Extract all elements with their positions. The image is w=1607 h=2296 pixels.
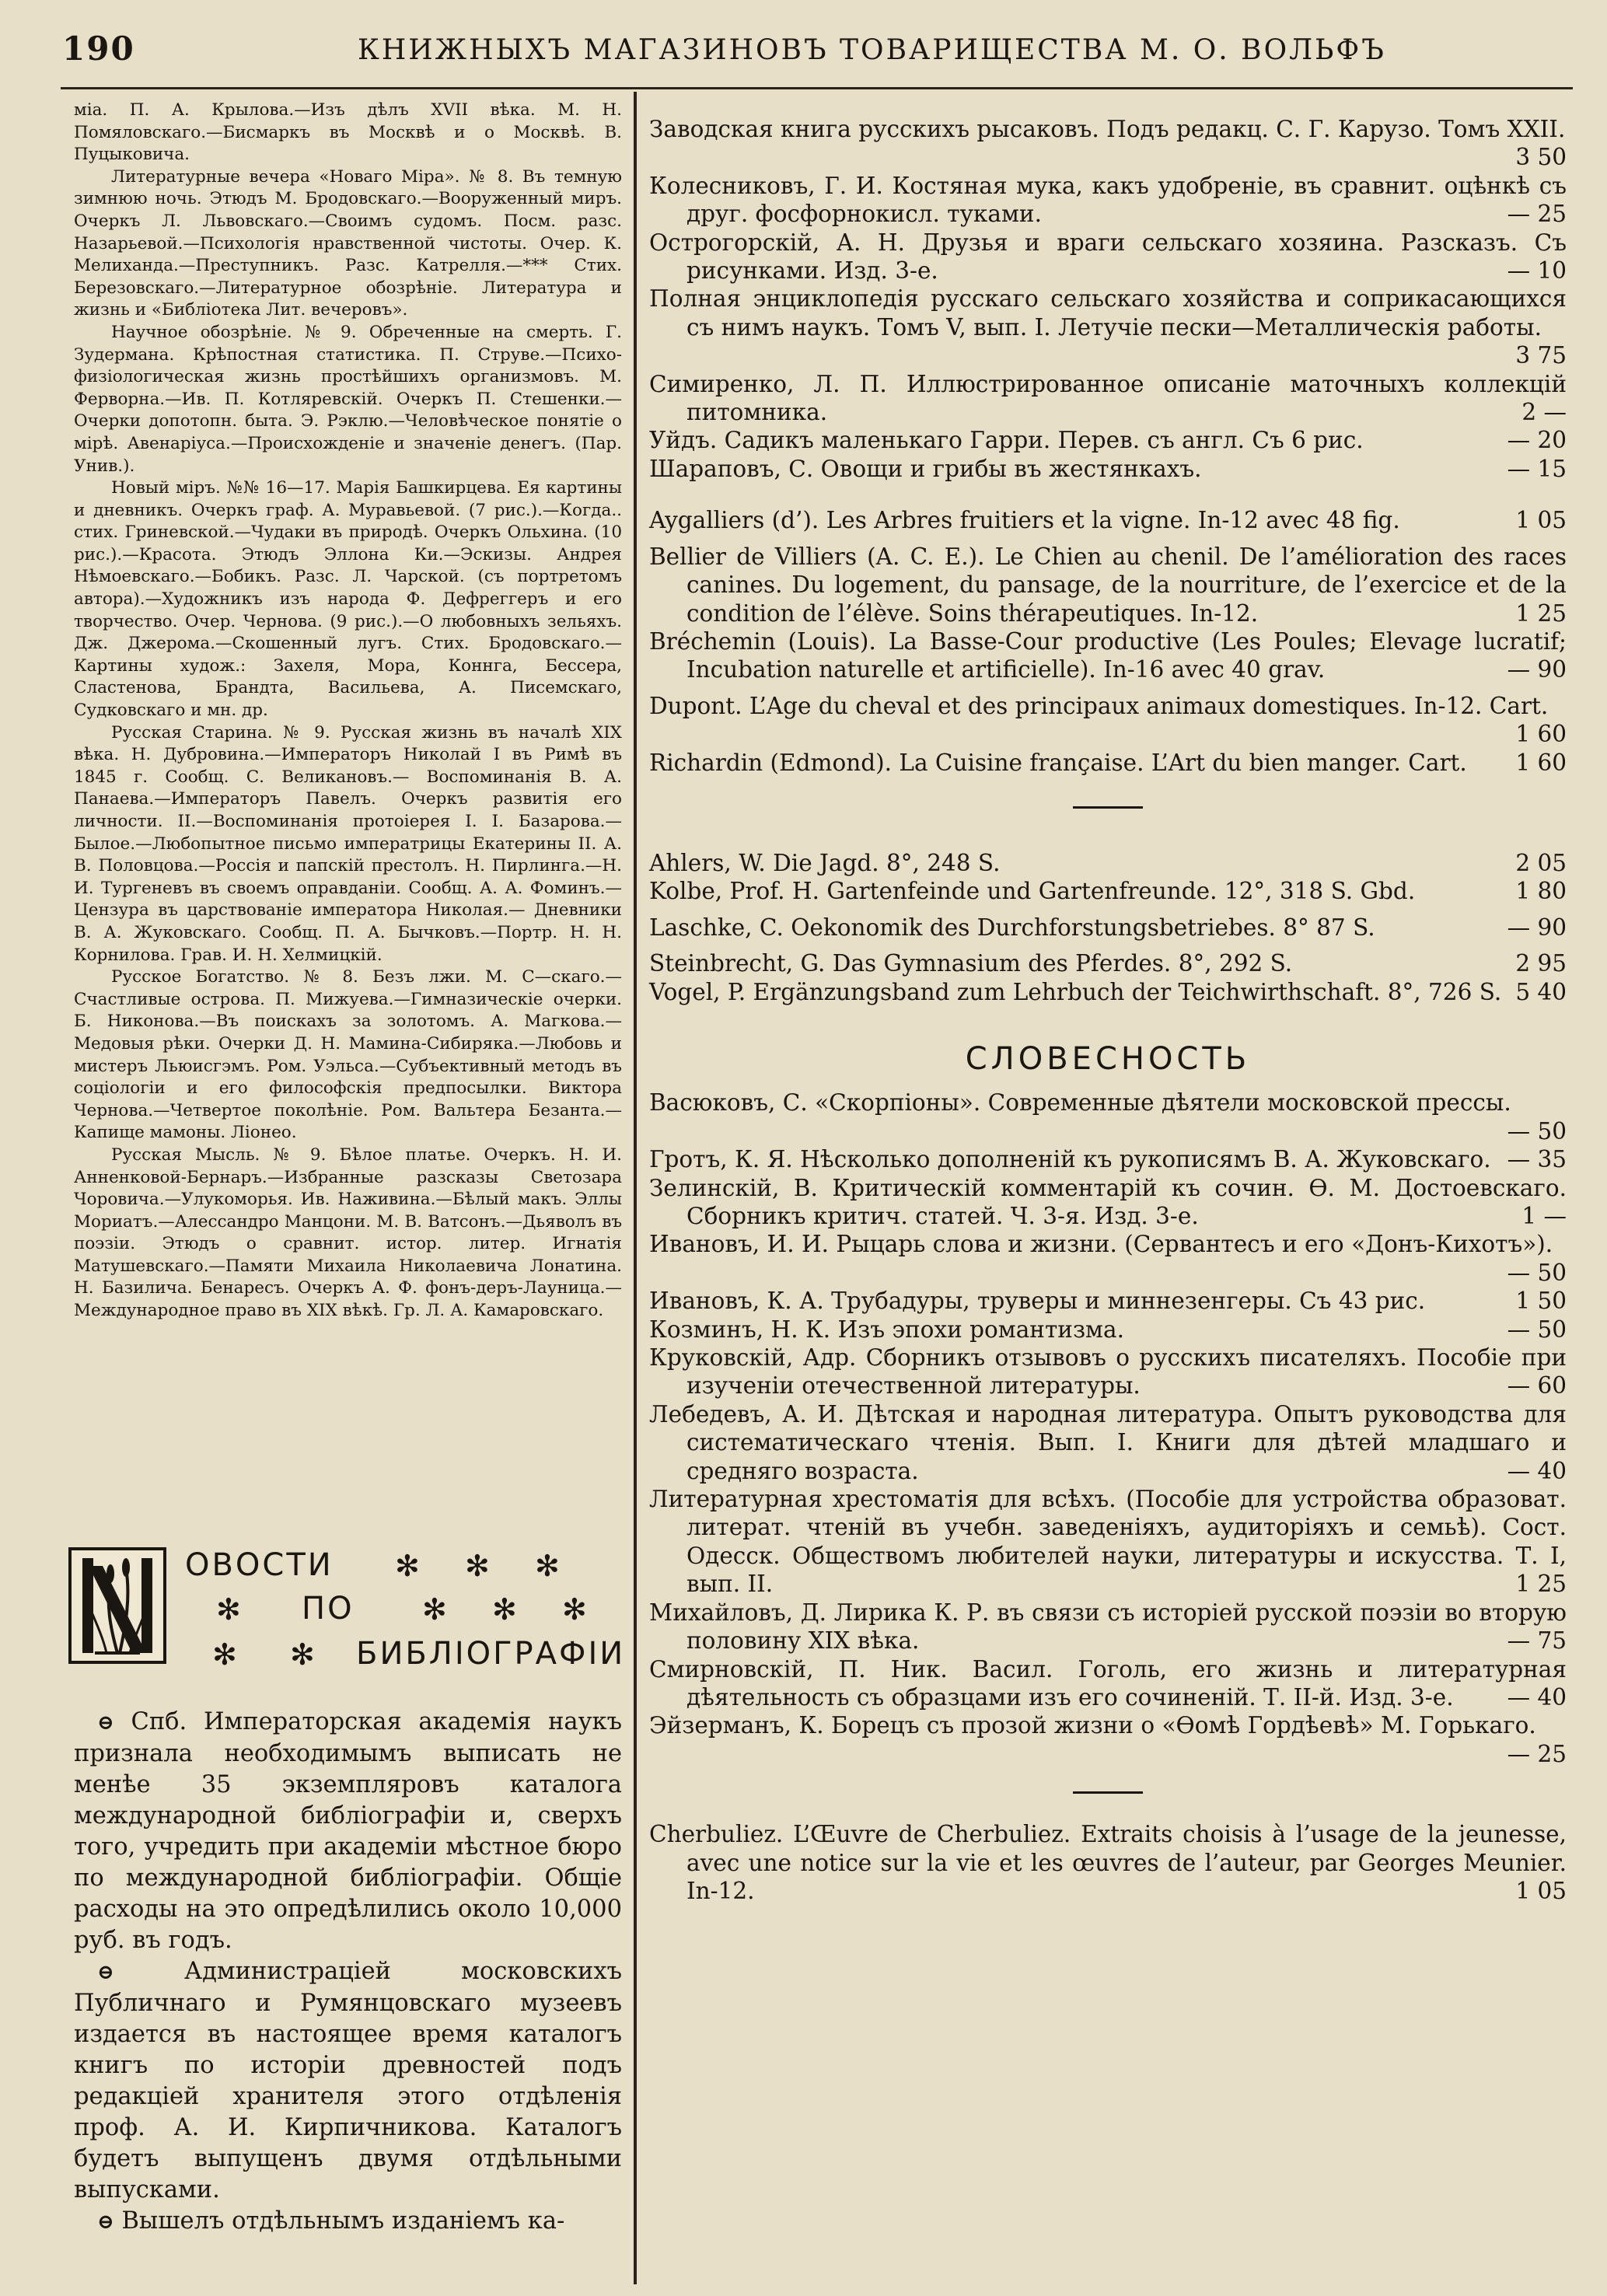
journal-paragraph: Научное обозрѣніе. № 9. Обреченные на смерть. Г. Зудермана. Крѣпостная статистика. П. Струве.—Психо-физіологическая жизнь простѣйшихъ организмовъ. М. Ферворна.—Ив. П. Котляревскій. Очеркъ П. Стешенки.—Очерки допотопн. быта. Э. Рэклю.—Человѣческое понятіе о мірѣ. Авенаріуса.—Происхожденіе и значеніе денегъ. (Пар. Унив.). — [74, 322, 622, 476]
section-divider — [1073, 806, 1143, 809]
journal-paragraph: Русская Старина. № 9. Русская жизнь въ началѣ XIX вѣка. Н. Дубровина.—Императоръ Николай I въ Римѣ въ 1845 г. Сообщ. С. Великановъ.— Воспоминанія В. А. Панаева.—Императоръ Павелъ. Очеркъ развитія его личности. II.—Воспоминанія протоіерея I. I. Базарова.—Былое.—Любопытное письмо императрицы Екатерины II. А. В. Половцова.—Россія и папскій престолъ. Н. Пирлинга.—Н. И. Тургеневъ въ своемъ оправданіи. Сообщ. А. А. Фоминъ.—Цензура въ царствованіе императора Николая.— Дневники В. А. Жуковскаго. Сообщ. П. А. Бычковъ.—Портр. Н. Н. Корнилова. Грав. И. Н. Хелмицкій. — [74, 722, 622, 965]
page-header — [62, 30, 1570, 78]
news-items — [74, 1707, 622, 2238]
price: 1 60 — [1515, 749, 1567, 776]
spacer — [649, 483, 1567, 506]
price: — 50 — [1507, 1316, 1567, 1343]
french-agri-list — [649, 506, 1567, 777]
journal-contents — [74, 100, 622, 1323]
star-ornament-icon: ✻ — [212, 1637, 237, 1672]
catalog-entry: Острогорскій, А. Н. Друзья и враги сельскаго хозяина. Разсказъ. Съ рисунками. Изд. 3-е. — 10 — [649, 229, 1567, 285]
catalog-entry: Vogel, P. Ergänzungsband zum Lehrbuch der Teichwirthschaft. 8°, 726 S. 5 40 — [649, 978, 1567, 1005]
price: — 40 — [1507, 1457, 1567, 1484]
catalog-entry: Полная энциклопедія русскаго сельскаго хозяйства и соприкасающихся съ нимъ наукъ. Томъ V, вып. I. Летучіе пески—Металлическія работы. 3 75 — [649, 285, 1567, 369]
catalog-entry: Laschke, C. Oekonomik des Durchforstungsbetriebes. 8° 87 S. — 90 — [649, 914, 1567, 941]
price: 1 05 — [1515, 507, 1567, 534]
price: 2 05 — [1515, 849, 1567, 876]
french-lit-list — [649, 1820, 1567, 1905]
catalog-entry: Литературная хрестоматія для всѣхъ. (Пособіе для устройства образоват. литерат. чтеній въ учебн. заведеніяхъ, аудиторіяхъ и семьѣ). Сост. Одесск. Обществомъ любителей науки, литературы и искусства. Т. I, вып. II. 1 25 — [649, 1486, 1567, 1598]
catalog-column — [649, 115, 1567, 1905]
catalog-entry: Aygalliers (d’). Les Arbres fruitiers et la vigne. In-12 avec 48 fig. 1 05 — [649, 507, 1567, 534]
price: — 50 — [1507, 1117, 1567, 1145]
news-item: ⊖ Администраціей московскихъ Публичнаго и Румянцовскаго музеевъ издается въ настоящее время каталогъ книгъ по исторіи древностей подъ редакціей хранителя этого отдѣленія проф. А. И. Кирпичникова. Каталогъ будетъ выпущенъ двумя отдѣльными выпусками. — [74, 1958, 622, 2203]
catalog-entry: Richardin (Edmond). La Cuisine française. L’Art du bien manger. Cart. 1 60 — [649, 749, 1567, 776]
price: — 50 — [1507, 1259, 1567, 1286]
spacer — [649, 535, 1567, 543]
section-title: СЛОВЕСНОСТЬ — [965, 1040, 1251, 1077]
header-rule — [61, 87, 1573, 89]
news-heading-line-2: ПО — [302, 1591, 355, 1627]
price: 3 75 — [1515, 342, 1567, 369]
price: — 90 — [1507, 656, 1567, 683]
catalog-entry: Эйзерманъ, К. Борецъ съ прозой жизни о «Ѳомѣ Гордѣевѣ» М. Горькаго. — 25 — [649, 1712, 1567, 1767]
star-ornament-icon: ✻ — [465, 1549, 490, 1583]
catalog-entry: Круковскій, Адр. Сборникъ отзывовъ о русскихъ писателяхъ. Пособіе при изученіи отечественной литературы. — 60 — [649, 1344, 1567, 1400]
catalog-entry: Заводская книга русскихъ рысаковъ. Подъ редакц. С. Г. Карузо. Томъ XXII. 3 50 — [649, 116, 1567, 171]
price: 1 05 — [1515, 1877, 1567, 1904]
news-heading-line-1: ОВОСТИ — [185, 1547, 334, 1583]
bullet-icon: ⊖ — [97, 1711, 114, 1735]
column-rule — [634, 92, 637, 2284]
price: — 60 — [1507, 1372, 1567, 1400]
price: 1 50 — [1515, 1288, 1567, 1315]
spacer — [649, 942, 1567, 949]
catalog-entry: Зелинскій, В. Критическій комментарій къ сочин. Ѳ. М. Достоевскаго. Сборникъ критич. статей. Ч. 3-я. Изд. 3-е. 1 — — [649, 1174, 1567, 1229]
russian-agri-list — [649, 115, 1567, 483]
catalog-entry: Cherbuliez. L’Œuvre de Cherbuliez. Extraits choisis à l’usage de la jeunesse, avec une notice sur la vie et les œuvres de l’auteur, par Georges Meunier. In-12. 1 05 — [649, 1821, 1567, 1904]
journal-paragraph: Литературные вечера «Новаго Міра». № 8. Въ темную зимнюю ночь. Этюдъ М. Бродовскаго.—Вооруженный миръ. Очеркъ Л. Львовскаго.—Своимъ судомъ. Посм. разс. Назарьевой.—Психологія нравственной чистоты. Очер. К. Мелиханда.—Преступникъ. Разс. Катрелля.—*** Стих. Березовскаго.—Литературное обозрѣніе. Литература и жизнь и «Библіотека Лит. вечеровъ». — [74, 166, 622, 320]
star-ornament-icon: ✻ — [492, 1592, 517, 1627]
price: — 40 — [1507, 1683, 1567, 1711]
journal-paragraph: Русское Богатство. № 8. Безъ лжи. М. С—скаго.—Счастливые острова. П. Мижуева.—Гимназическіе очерки. Б. Никонова.—Въ поискахъ за золотомъ. А. Магкова.—Медовыя рѣки. Очерки Д. Н. Мамина-Сибиряка.—Любовь и мистеръ Льюисгэмъ. Ром. Уэльса.—Субъективный методъ въ соціологіи и его философскія предпосылки. Виктора Чернова.—Четвертое поколѣніе. Ром. Вальтера Безанта.—Капище мамоны. Ліонео. — [74, 967, 622, 1143]
price: — 20 — [1507, 427, 1567, 454]
price: 1 25 — [1515, 599, 1567, 627]
catalog-entry: Ивановъ, И. И. Рыцарь слова и жизни. (Сервантесъ и его «Донъ-Кихотъ»). — 50 — [649, 1231, 1567, 1286]
star-ornament-icon: ✻ — [535, 1549, 560, 1583]
news-item: ⊖ Спб. Императорская академія наукъ признала необходимымъ выписать не менѣе 35 экземпляровъ каталога международной библіографіи и, сверхъ того, учредить при академіи мѣстное бюро по международной библіографіи. Общіе расходы на это опредѣлились около 10,000 руб. въ годъ. — [74, 1708, 623, 1954]
price: — 90 — [1507, 914, 1567, 941]
price: — 25 — [1507, 201, 1567, 228]
catalog-entry: Ивановъ, К. А. Трубадуры, труверы и миннезенгеры. Съ 43 рис. 1 50 — [649, 1288, 1567, 1315]
price: 1 80 — [1515, 878, 1567, 905]
catalog-entry: Bellier de Villiers (A. C. E.). Le Chien au chenil. De l’amélioration des races canines. Du logement, du pansage, de la nourriture, de l’exercice et de la condition de l’élève. Soins thérapeutiques. In-12. 1 25 — [649, 543, 1567, 627]
bullet-icon: ⊖ — [97, 2210, 114, 2234]
catalog-entry: Симиренко, Л. П. Иллюстрированное описаніе маточныхъ коллекцій питомника. 2 — — [649, 370, 1567, 426]
catalog-entry: Смирновскій, П. Ник. Васил. Гоголь, его жизнь и литературная дѣятельность съ образцами изъ его сочиненій. Т. II-й. Изд. 3-е. — 40 — [649, 1655, 1567, 1711]
spacer — [649, 906, 1567, 914]
price: — 10 — [1507, 257, 1567, 285]
price: 3 50 — [1515, 144, 1567, 171]
catalog-entry: Ahlers, W. Die Jagd. 8°, 248 S. 2 05 — [649, 849, 1567, 876]
catalog-entry: Bréchemin (Louis). La Basse-Cour productive (Les Poules; Elevage lucratif; Incubation naturelle et artificielle). In-16 avec 40 grav. — 90 — [649, 627, 1567, 683]
page-number: 190 — [62, 30, 135, 68]
catalog-entry: Лебедевъ, А. И. Дѣтская и народная литература. Опытъ руководства для систематическаго чтенія. Вып. I. Книги для дѣтей младшаго и средняго возраста. — 40 — [649, 1400, 1567, 1484]
bullet-icon: ⊖ — [97, 1961, 114, 1984]
price: 1 — — [1521, 1203, 1567, 1229]
catalog-entry: Kolbe, Prof. H. Gartenfeinde und Gartenfreunde. 12°, 318 S. Gbd. 1 80 — [649, 878, 1567, 905]
reed-ornament-icon — [72, 1550, 163, 1661]
price: — 15 — [1507, 455, 1567, 482]
catalog-entry: Козминъ, Н. К. Изъ эпохи романтизма. — 50 — [649, 1316, 1567, 1343]
slovesnost-list — [649, 1089, 1567, 1768]
ornamental-initial — [68, 1547, 166, 1664]
journal-paragraph: Русская Мысль. № 9. Бѣлое платье. Очеркъ. Н. И. Анненковой-Бернаръ.—Избранные разсказы Светозара Чоровича.—Улукоморья. Ив. Наживина.—Бѣлый макъ. Эллы Мориатъ.—Алессандро Манцони. М. В. Ватсонъ.—Дьяволъ въ поэзіи. Этюдъ о сравнит. истор. литер. Игнатія Матушевскаго.—Памяти Михаила Николаевича Лонатина. Н. Базилича. Бенаресъ. Очеркъ А. Ф. фонъ-деръ-Лауница.—Международное право въ XIX вѣкѣ. Гр. Л. А. Камаровскаго. — [74, 1145, 622, 1321]
catalog-entry: Уйдъ. Садикъ маленькаго Гарри. Перев. съ англ. Съ 6 рис. — 20 — [649, 427, 1567, 454]
price: 2 95 — [1515, 950, 1567, 977]
star-ornament-icon: ✻ — [290, 1637, 315, 1672]
catalog-entry: Шараповъ, С. Овощи и грибы въ жестянкахъ. — 15 — [649, 455, 1567, 482]
german-agri-list — [649, 849, 1567, 1006]
price: 1 25 — [1515, 1571, 1567, 1598]
star-ornament-icon: ✻ — [422, 1592, 447, 1627]
catalog-entry: Михайловъ, Д. Лирика К. Р. въ связи съ исторіей русской поэзіи во вторую половину XIX вѣка. — 75 — [649, 1599, 1567, 1655]
catalog-entry: Гротъ, К. Я. Нѣсколько дополненій къ рукописямъ В. А. Жуковскаго. — 35 — [649, 1146, 1567, 1173]
news-item: ⊖ Вышелъ отдѣльнымъ изданіемъ ка- — [97, 2207, 565, 2235]
star-ornament-icon: ✻ — [216, 1592, 241, 1627]
catalog-entry: Васюковъ, С. «Скорпіоны». Современные дѣятели московской прессы. — 50 — [649, 1089, 1567, 1145]
price: — 75 — [1507, 1627, 1567, 1655]
spacer — [649, 684, 1567, 692]
price: 2 — — [1521, 399, 1567, 426]
news-heading-line-3: БИБЛІОГРАФІИ — [356, 1636, 626, 1672]
star-ornament-icon: ✻ — [562, 1592, 587, 1627]
section-divider — [1073, 1791, 1143, 1794]
catalog-entry: Steinbrecht, G. Das Gymnasium des Pferdes. 8°, 292 S. 2 95 — [649, 950, 1567, 977]
price: — 35 — [1507, 1146, 1567, 1173]
catalog-entry: Dupont. L’Age du cheval et des principaux animaux domestiques. In-12. Cart. 1 60 — [649, 692, 1567, 748]
price: — 25 — [1507, 1740, 1567, 1767]
journal-paragraph: Новый міръ. №№ 16—17. Марія Башкирцева. Ея картины и дневникъ. Очеркъ граф. А. Муравьевой. (7 рис.).—Когда.. стих. Гриневской.—Чудаки въ природѣ. Очеркъ Ольхина. (10 рис.).—Красота. Этюдъ Эллона Ки.—Эскизы. Андрея Нѣмоевскаго.—Бобикъ. Разс. Л. Чарской. (съ портретомъ автора).—Художникъ изъ народа Ф. Дефреггеръ и его творчество. Очер. Чернова. (9 рис.).—О любовныхъ зельяхъ. Дж. Джерома.—Скошенный лугъ. Стих. Бродовскаго.—Картины худож.: Захеля, Мора, Коннга, Бессера, Сластенова, Брандта, Васильева, А. Писемскаго, Судковскаго и мн. др. — [74, 478, 622, 721]
price: 1 60 — [1515, 721, 1567, 748]
catalog-entry: Колесниковъ, Г. И. Костяная мука, какъ удобреніе, въ сравнит. оцѣнкѣ съ друг. фосфорнокисл. туками. — 25 — [649, 172, 1567, 228]
price: 5 40 — [1515, 978, 1567, 1005]
running-head: КНИЖНЫХЪ МАГАЗИНОВЪ ТОВАРИЩЕСТВА М. О. ВОЛЬФЪ — [358, 34, 1386, 66]
journal-paragraph: міа. П. А. Крылова.—Изъ дѣлъ XVII вѣка. М. Н. Помяловскаго.—Бисмаркъ въ Москвѣ и о Москвѣ. В. Пуцыковича. — [74, 100, 622, 165]
news-heading — [68, 1547, 624, 1687]
star-ornament-icon: ✻ — [395, 1549, 420, 1583]
